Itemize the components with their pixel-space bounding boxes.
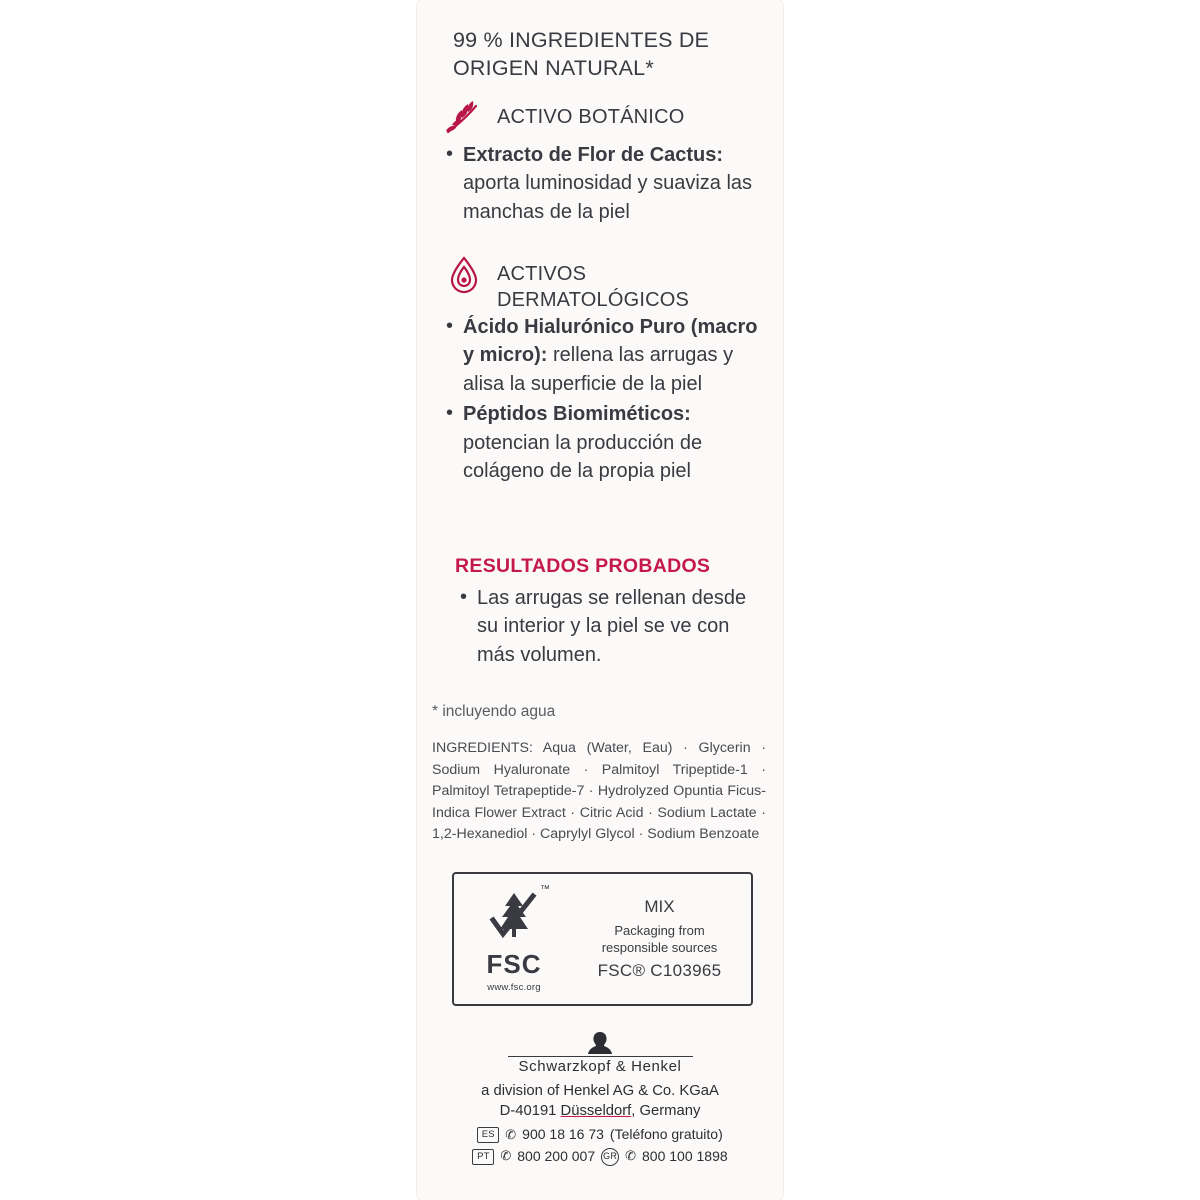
address-prefix: D-40191 [499,1102,561,1119]
brand-name: Schwarzkopf & Henkel [518,1058,682,1075]
botanical-header [441,95,771,141]
item-term: Péptidos Biomiméticos: [463,403,691,426]
item-desc: potencian la producción de colágeno de la propia piel [463,431,703,482]
list-item [441,313,771,398]
dermatological-header [441,252,771,313]
phone-number-pt: 800 200 007 [517,1147,596,1164]
panel-content [417,0,783,1200]
contact-block [417,1124,783,1167]
fsc-tree-checkmark-icon [483,890,545,948]
proven-results-list [455,584,771,669]
brand-address-line1: a division of Henkel AG & Co. KGaA [481,1083,719,1099]
item-term: Extracto de Flor de Cactus: [463,144,724,166]
botanical-list [441,141,771,226]
proven-results-section [455,555,771,671]
item-desc: aporta luminosidad y suaviza las manchas de la piel [463,172,753,223]
fsc-license-code: FSC® C103965 [597,961,722,981]
brand-address-line2 [417,1102,783,1122]
natural-origin-headline: 99 % INGREDIENTES DE ORIGEN NATURAL* [453,28,710,81]
item-term: Ácido Hialurónico Puro (macro y micro): [463,316,758,367]
leaf-branch-icon [441,95,487,141]
country-code-es-badge: ES [477,1127,499,1143]
contact-row-pt-gr [417,1146,783,1168]
address-suffix: , Germany [631,1102,701,1119]
fsc-trademark-symbol: ™ [540,884,550,895]
brand-address [417,1082,783,1122]
footnote-text: * incluyendo agua [432,703,556,720]
fsc-certification-box [452,872,753,1006]
fsc-sub-line2: responsible sources [601,939,718,955]
dermatological-list [441,313,771,485]
brand-block [417,1030,783,1122]
fsc-wordmark: FSC [486,948,542,979]
list-item: • Las arrugas se rellenan desde su interior y la piel se ve con más volumen. [455,584,771,669]
phone-icon: ✆ [505,1126,517,1142]
droplet-icon [441,252,487,298]
country-code-pt-badge: PT [472,1149,494,1165]
botanical-section [441,95,771,228]
phone-number-es: 900 18 16 73 [522,1126,604,1142]
proven-results-title: RESULTADOS PROBADOS [455,555,711,577]
fsc-url: www.fsc.org [487,981,541,993]
phone-note-es: (Teléfono gratuito) [609,1126,723,1142]
carton-panel [417,0,783,1200]
fsc-sub-line1: Packaging from [614,922,705,938]
list-item [441,400,771,485]
dermatological-title: ACTIVOS DERMATOLÓGICOS [497,263,690,311]
item-desc: rellena las arrugas y alisa la superficie de la piel [463,344,734,395]
address-city: Düsseldorf [560,1102,632,1119]
phone-icon: ✆ [500,1148,512,1164]
botanical-title: ACTIVO BOTÁNICO [497,106,685,128]
list-item [441,141,771,226]
ingredients-text: INGREDIENTS: Aqua (Water, Eau) · Glycerin · Sodium Hyaluronate · Palmitoyl Tripeptide-1 · Palmitoyl Tetrapeptide-7 · Hydrolyzed Opuntia Ficus-Indica Flower Extract · Citric Acid · Sodium Lactate · 1,2-Hexanediol · Caprylyl Glycol · Sodium Benzoate [432,740,766,843]
henkel-silhouette-icon [585,1030,615,1056]
brand-divider [508,1056,693,1057]
phone-icon: ✆ [625,1148,637,1164]
country-code-gr-badge: GR [601,1148,619,1166]
contact-row-es [417,1124,783,1146]
phone-number-gr: 800 100 1898 [642,1147,728,1164]
fsc-mix-label: MIX [644,896,675,916]
fsc-logo [454,886,574,993]
fsc-claim [574,897,751,982]
dermatological-section [441,252,771,487]
